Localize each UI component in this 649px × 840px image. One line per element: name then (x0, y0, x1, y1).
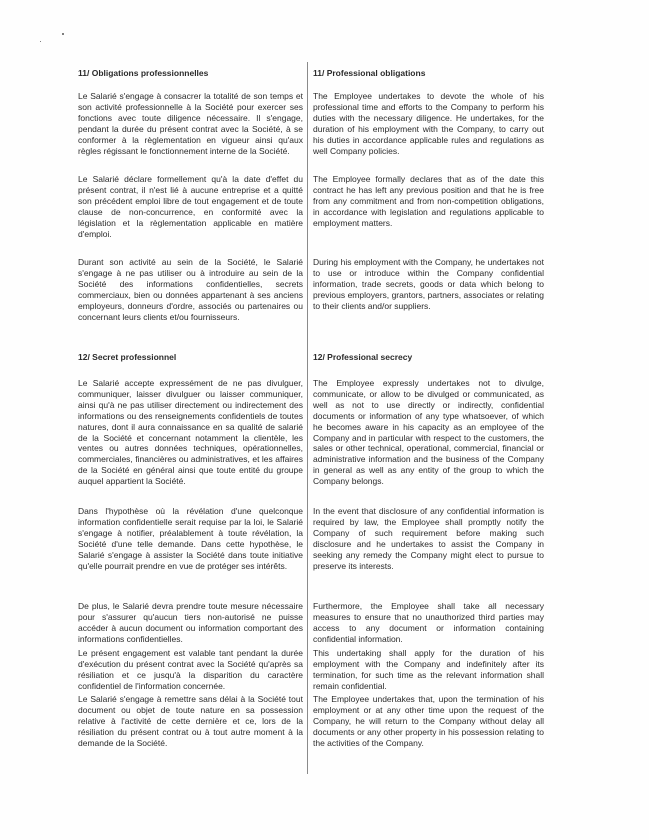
section-11-heading-fr: 11/ Obligations professionnelles (78, 68, 209, 78)
section-12-paragraph-2-fr: Dans l'hypothèse où la révélation d'une quelconque information confidentielle serait requise par la loi, le Salarié s'engage à notifier, préalablement à toute révélation, la Société d'une telle demande. Dans cette hypothèse, le Salarié s'engage à assister la Société dans toute initiative qu'elle pourrait prendre en vue de protéger ses intérêts. (78, 506, 303, 571)
section-12-paragraph-2-en: In the event that disclosure of any confidential information is required by law, the Employee shall promptly notify the Company of such requirement before making such disclosure and he undertakes to assist the Company in seeking any remedy the Company might elect to pursue to preserve its interests. (313, 506, 544, 571)
section-12-heading-en: 12/ Professional secrecy (313, 352, 413, 362)
french-column (78, 62, 303, 772)
column-divider (307, 62, 308, 774)
section-11-paragraph-3-fr: Durant son activité au sein de la Société, le Salarié s'engage à ne pas utiliser ou à introduire au sein de la Société des informations confidentielles, secrets commerciaux, bien ou données appartenant à ses anciens employeurs, donneurs d'ordre, associés ou partenaires ou concernant leurs clients et/ou fournisseurs. (78, 257, 303, 322)
section-12-paragraph-1-fr: Le Salarié accepte expressément de ne pas divulguer, communiquer, laisser divulguer ou laisser communiquer, ainsi qu'à ne pas utiliser directement ou indirectement des informations ou des renseignements confidentiels de toutes natures, dont il aura connaissance en sa qualité de salarié de la Société et concernant notamment la clientèle, les ventes ou autres données techniques, opérationnelles, commerciales, financières ou administratives, et les affaires de la Société en général ainsi que toute entité du groupe auquel appartient la Société. (78, 378, 303, 487)
section-11-paragraph-1-fr: Le Salarié s'engage à consacrer la totalité de son temps et son activité professionnelle à la Société pour exercer ses fonctions avec toute diligence nécessaire. Il s'engage, pendant la durée du présent contrat avec la Société, à se conformer à la règlementation en vigueur ainsi qu'aux règles régissant le fonctionnement interne de la Société. (78, 91, 303, 156)
section-11-paragraph-1-en: The Employee undertakes to devote the whole of his professional time and efforts to the Company to perform his duties with the necessary diligence. He undertakes, for the duration of his employment with the Company, to carry out his duties in accordance applicable rules and regulations as well Company policies. (313, 91, 544, 156)
scan-speck (62, 33, 64, 35)
section-12-paragraph-1-en: The Employee expressly undertakes not to divulge, communicate, or allow to be divulged or communicated, as well as not to use directly or indirectly, confidential documents or information of any type whatsoever, of which he becomes aware in his capacity as an employee of the Company and in particular with respect to the customers, the sales or other technical, operational, commercial, financial or administrative information and the business of the Company in general as well as any entity of the group to which the Company belongs. (313, 378, 544, 487)
section-11-heading-en: 11/ Professional obligations (313, 68, 426, 78)
scan-speck (40, 41, 41, 42)
section-12-paragraph-3-fr: De plus, le Salarié devra prendre toute mesure nécessaire pour s'assurer qu'aucun tiers non-autorisé ne puisse accéder à aucun document ou information comportant des informations confidentielles. (78, 601, 303, 644)
section-12-paragraph-4-en: This undertaking shall apply for the duration of his employment with the Company and indefinitely after its termination, for such time as the relevant information shall remain confidential. (313, 648, 544, 691)
section-12-paragraph-3-en: Furthermore, the Employee shall take all necessary measures to ensure that no unauthorized third parties may access to any document or information containing confidential information. (313, 601, 544, 644)
section-12-heading-fr: 12/ Secret professionnel (78, 352, 177, 362)
section-11-paragraph-3-en: During his employment with the Company, he undertakes not to use or introduce within the Company confidential information, trade secrets, goods or data which belong to previous employers, grantors, partners, associates or relating to their clients and/or suppliers. (313, 257, 544, 311)
english-column (313, 62, 544, 772)
section-12-paragraph-5-fr: Le Salarié s'engage à remettre sans délai à la Société tout document ou objet de toute nature en sa possession relative à l'activité de cette dernière et ce, lors de la résiliation du présent contrat ou à tout autre moment à la demande de la Société. (78, 694, 303, 748)
section-11-paragraph-2-fr: Le Salarié déclare formellement qu'à la date d'effet du présent contrat, il n'est lié à aucune entreprise et a quitté son précédent emploi libre de tout engagement et de toute clause de non-concurrence, en conformité avec la législation et la règlementation applicable en matière d'emploi. (78, 174, 303, 239)
section-12-paragraph-5-en: The Employee undertakes that, upon the termination of his employment or at any other time upon the request of the Company, he will return to the Company without delay all documents or any other property in his possession relating to the activities of the Company. (313, 694, 544, 748)
section-12-paragraph-4-fr: Le présent engagement est valable tant pendant la durée d'exécution du présent contrat avec la Société qu'après sa résiliation et ce jusqu'à la disparition du caractère confidentiel de l'information concernée. (78, 648, 303, 691)
section-11-paragraph-2-en: The Employee formally declares that as of the date this contract he has left any previous position and that he is free from any commitment and from non-competition obligations, in accordance with legislation and regulations applicable to employment matters. (313, 174, 544, 228)
